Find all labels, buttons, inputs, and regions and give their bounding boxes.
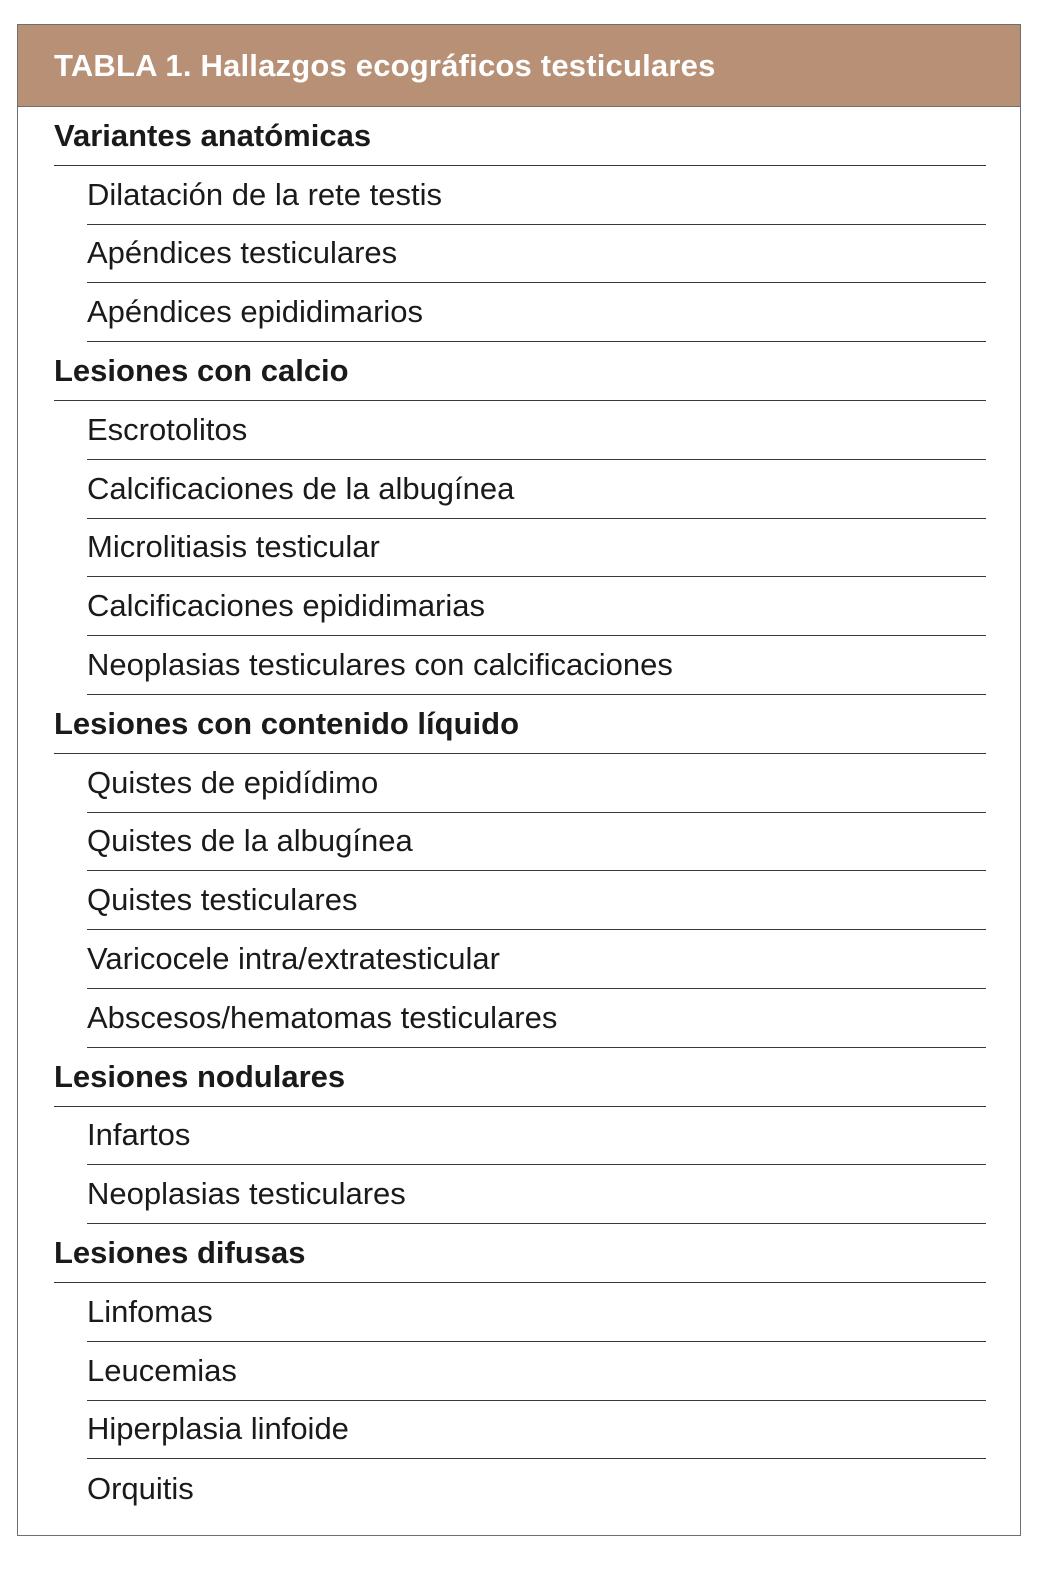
section-heading: Lesiones con contenido líquido [54, 695, 986, 754]
table-body [18, 107, 1020, 1518]
section-heading: Lesiones con calcio [54, 342, 986, 401]
section-heading: Lesiones nodulares [54, 1048, 986, 1107]
table-row: Quistes de la albugínea [87, 813, 986, 872]
findings-table [17, 24, 1021, 1536]
table-title: TABLA 1. Hallazgos ecográficos testiculares [54, 47, 716, 83]
table-row: Hiperplasia linfoide [87, 1401, 986, 1460]
table-row: Apéndices testiculares [87, 225, 986, 284]
table-row: Microlitiasis testicular [87, 519, 986, 578]
table-header [18, 25, 1020, 107]
table-row: Neoplasias testiculares [87, 1165, 986, 1224]
table-row: Neoplasias testiculares con calcificaciones [87, 636, 986, 695]
table-row: Dilatación de la rete testis [87, 166, 986, 225]
table-row: Quistes testiculares [87, 871, 986, 930]
section-heading: Variantes anatómicas [54, 107, 986, 166]
section-heading: Lesiones difusas [54, 1224, 986, 1283]
table-row: Calcificaciones epididimarias [87, 577, 986, 636]
table-row: Linfomas [87, 1283, 986, 1342]
table-row: Escrotolitos [87, 401, 986, 460]
table-row: Calcificaciones de la albugínea [87, 460, 986, 519]
table-row: Orquitis [87, 1470, 194, 1506]
table-row: Quistes de epidídimo [87, 754, 986, 813]
table-row: Infartos [87, 1107, 986, 1166]
table-row: Abscesos/hematomas testiculares [87, 989, 986, 1048]
table-row: Varicocele intra/extratesticular [87, 930, 986, 989]
table-row: Leucemias [87, 1342, 986, 1401]
table-row: Apéndices epididimarios [87, 283, 986, 342]
